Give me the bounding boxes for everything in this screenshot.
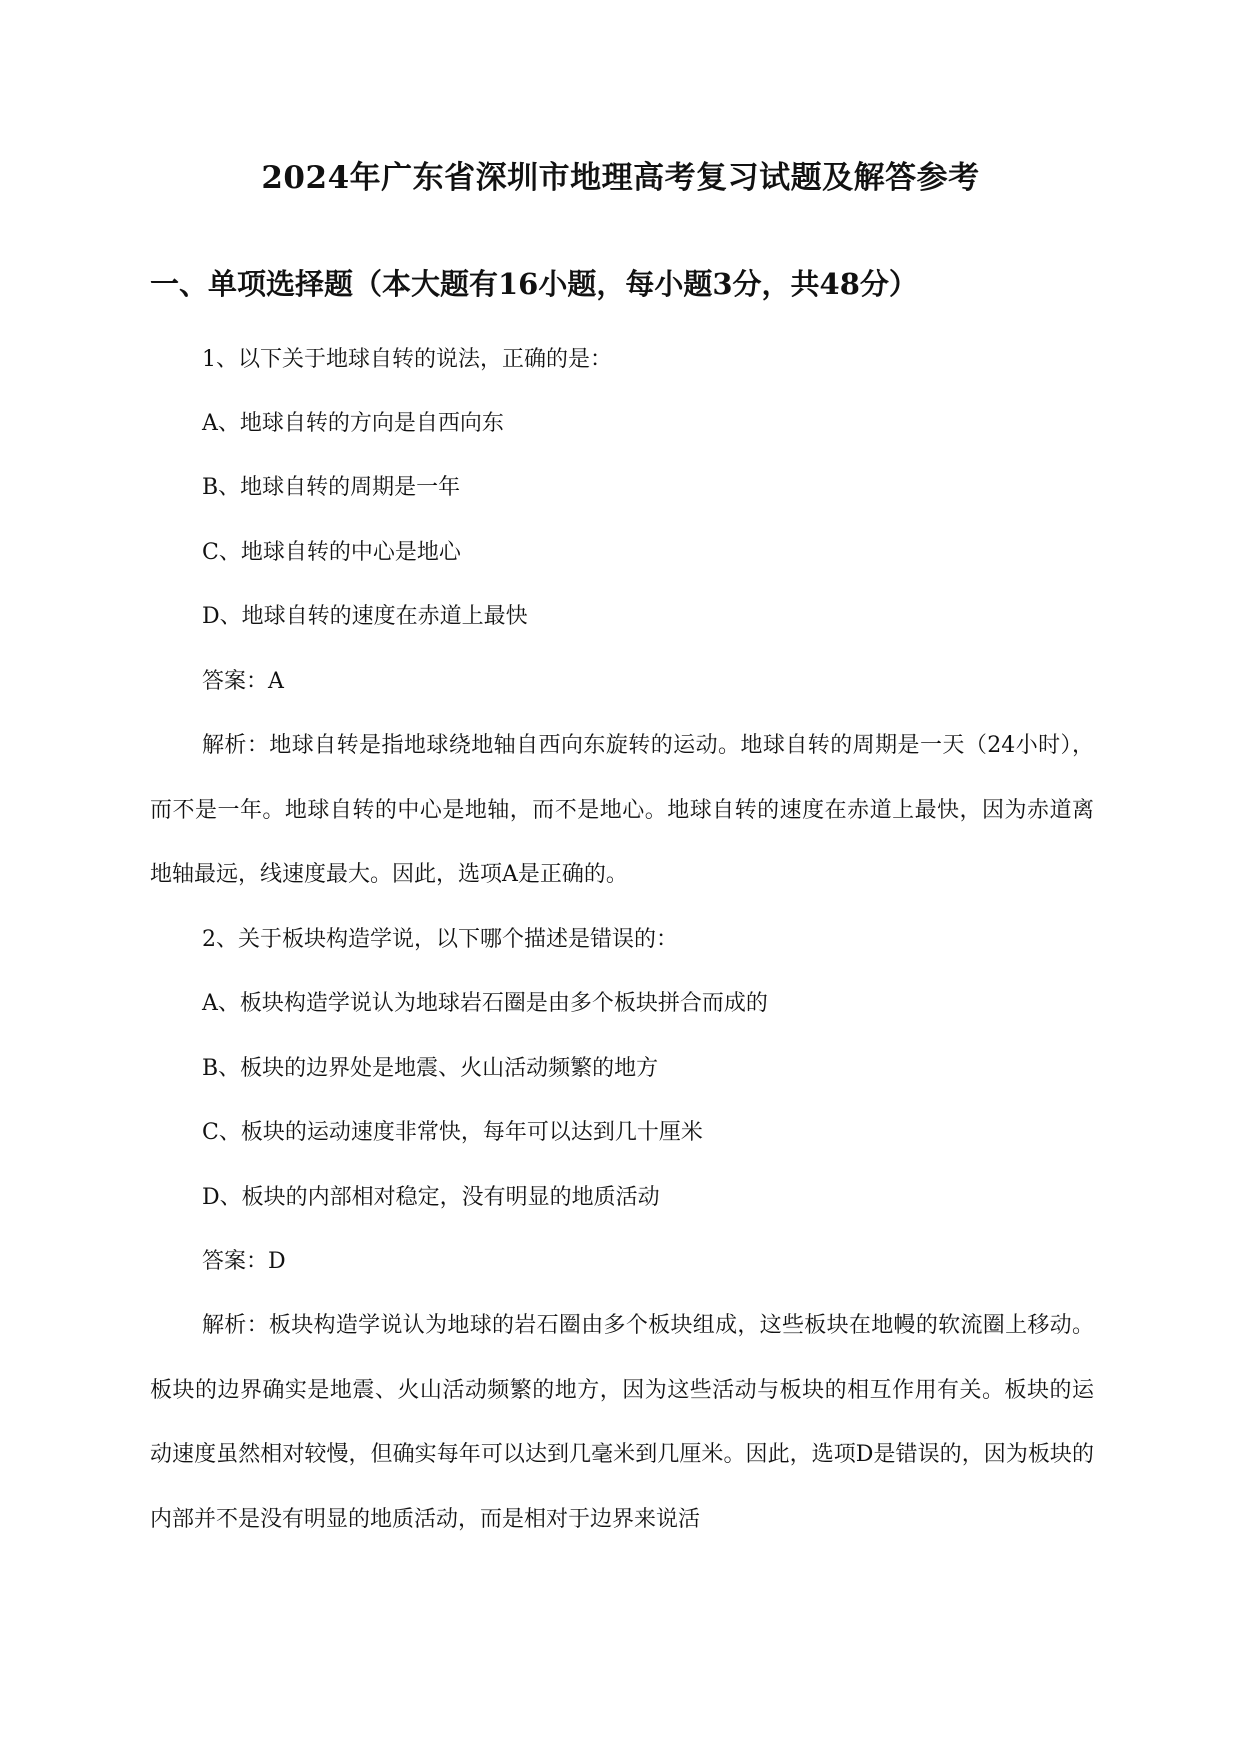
- question-1-answer: 答案：A: [202, 669, 284, 694]
- question-2-answer: 答案：D: [202, 1249, 286, 1274]
- question-1-option-a: A、地球自转的方向是自西向东: [202, 411, 504, 436]
- question-2-option-c: C、板块的运动速度非常快，每年可以达到几十厘米: [202, 1120, 703, 1145]
- question-2-option-b: B、板块的边界处是地震、火山活动频繁的地方: [202, 1056, 659, 1081]
- question-1-option-c: C、地球自转的中心是地心: [202, 540, 461, 565]
- question-1-stem: 1、以下关于地球自转的说法，正确的是：: [202, 347, 612, 372]
- question-2-analysis: 解析：板块构造学说认为地球的岩石圈由多个板块组成，这些板块在地幔的软流圈上移动。板块的边界确实是地震、火山活动频繁的地方，因为这些活动与板块的相互作用有关。板块的运动速度虽然相对较慢，但确实每年可以达到几毫米到几厘米。因此，选项D是错误的，因为板块的内部并不是没有明显的地质活动，而是相对于边界来说活: [150, 1313, 1094, 1532]
- question-2-option-a: A、板块构造学说认为地球岩石圈是由多个板块拼合而成的: [202, 991, 768, 1016]
- document-title: 2024年广东省深圳市地理高考复习试题及解答参考: [261, 160, 980, 196]
- section-heading: 一、单项选择题（本大题有16小题，每小题3分，共48分）: [150, 267, 918, 301]
- question-1-option-d: D、地球自转的速度在赤道上最快: [202, 604, 528, 629]
- question-1-analysis: 解析：地球自转是指地球绕地轴自西向东旋转的运动。地球自转的周期是一天（24小时），而不是一年。地球自转的中心是地轴，而不是地心。地球自转的速度在赤道上最快，因为赤道离地轴最远，线速度最大。因此，选项A是正确的。: [150, 733, 1094, 887]
- question-2-option-d: D、板块的内部相对稳定，没有明显的地质活动: [202, 1185, 660, 1210]
- question-1-option-b: B、地球自转的周期是一年: [202, 475, 461, 500]
- question-2-stem: 2、关于板块构造学说，以下哪个描述是错误的：: [202, 927, 678, 952]
